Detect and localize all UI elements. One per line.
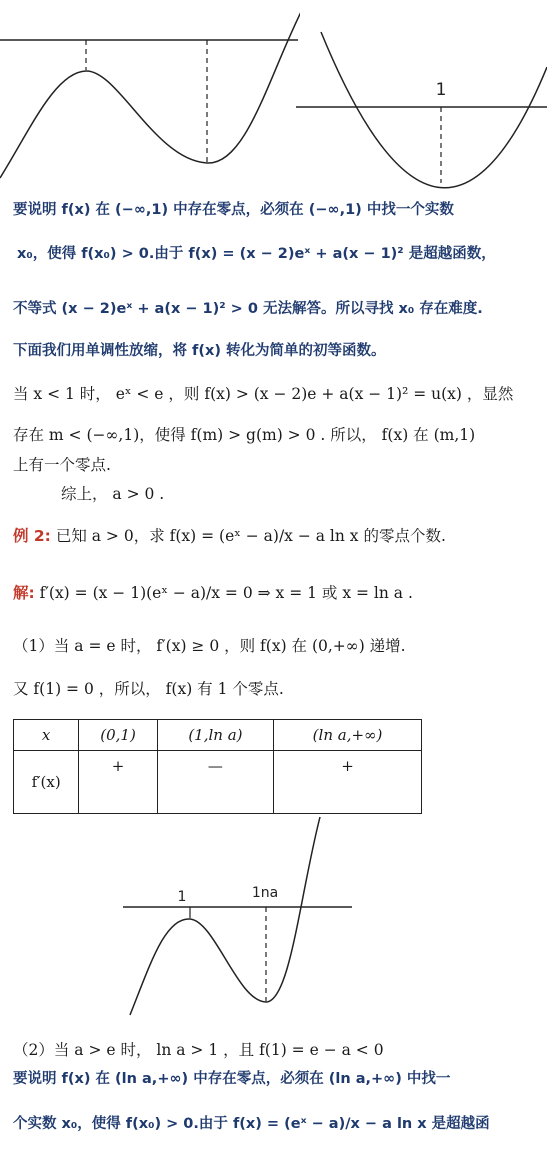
para-3: 不等式 (x − 2)eˣ + a(x − 1)² > 0 无法解答。所以寻找 x₀ 存在难度. — [13, 301, 483, 317]
para-7: 上有一个零点. — [13, 456, 111, 474]
para-5: 当 x < 1 时， eˣ < e ，则 f(x) > (x − 2)e + a(x − 1)² = u(x) ，显然 — [13, 385, 514, 403]
para-10: 个实数 x₀，使得 f(x₀) > 0.由于 f(x) = (eˣ − a)/x − a ln x 是超越函 — [13, 1116, 490, 1132]
graph-top-left — [0, 0, 300, 185]
tick-label-1: 1 — [177, 889, 187, 905]
para-4: 下面我们用单调性放缩，将 f(x) 转化为简单的初等函数。 — [13, 343, 386, 359]
para-9: 要说明 f(x) 在 (ln a,+∞) 中存在零点，必须在 (ln a,+∞) 中找一 — [13, 1071, 451, 1087]
example-label: 例 2: — [13, 527, 51, 545]
curve — [0, 0, 300, 178]
table-cell: — — [157, 751, 273, 814]
sign-table — [13, 719, 422, 814]
para-1: 要说明 f(x) 在 (−∞,1) 中存在零点，必须在 (−∞,1) 中找一个实数 — [13, 202, 454, 218]
table-cell: + — [79, 751, 157, 814]
table-row — [14, 751, 422, 814]
table-cell: + — [274, 751, 422, 814]
graph-top-right — [296, 25, 547, 190]
example-text: 已知 a > 0，求 f(x) = (eˣ − a)/x − a ln x 的零点个数. — [55, 527, 446, 545]
para-6: 存在 m < (−∞,1)，使得 f(m) > g(m) > 0 . 所以， f(x) 在 (m,1) — [13, 426, 476, 444]
solution-text: f′(x) = (x − 1)(eˣ − a)/x = 0 ⇒ x = 1 或 x = ln a . — [39, 584, 413, 602]
case-2: （2）当 a > e 时， ln a > 1 ，且 f(1) = e − a < 0 — [13, 1041, 384, 1059]
para-8: 综上， a > 0 . — [61, 485, 165, 503]
table-cell: x — [14, 720, 79, 751]
graph-middle — [120, 815, 360, 1025]
tick-label-1: 1 — [435, 80, 447, 100]
also-line: 又 f(1) = 0 ，所以， f(x) 有 1 个零点. — [13, 680, 284, 698]
para-2: x₀，使得 f(x₀) > 0.由于 f(x) = (x − 2)eˣ + a(x − 1)² 是超越函数， — [17, 246, 496, 262]
solution — [13, 582, 413, 604]
case-1: （1）当 a = e 时， f′(x) ≥ 0 ，则 f(x) 在 (0,+∞) 递增. — [13, 637, 406, 655]
table-cell: (0,1) — [79, 720, 157, 751]
table-cell: f′(x) — [14, 751, 79, 814]
table-header-row — [14, 720, 422, 751]
tick-label-lna: 1na — [251, 885, 279, 901]
parabola-curve — [321, 32, 547, 188]
table-cell: (ln a,+∞) — [274, 720, 422, 751]
curve — [130, 817, 320, 1015]
example-2 — [13, 525, 446, 547]
table-cell: (1,ln a) — [157, 720, 273, 751]
solution-label: 解: — [13, 584, 35, 602]
